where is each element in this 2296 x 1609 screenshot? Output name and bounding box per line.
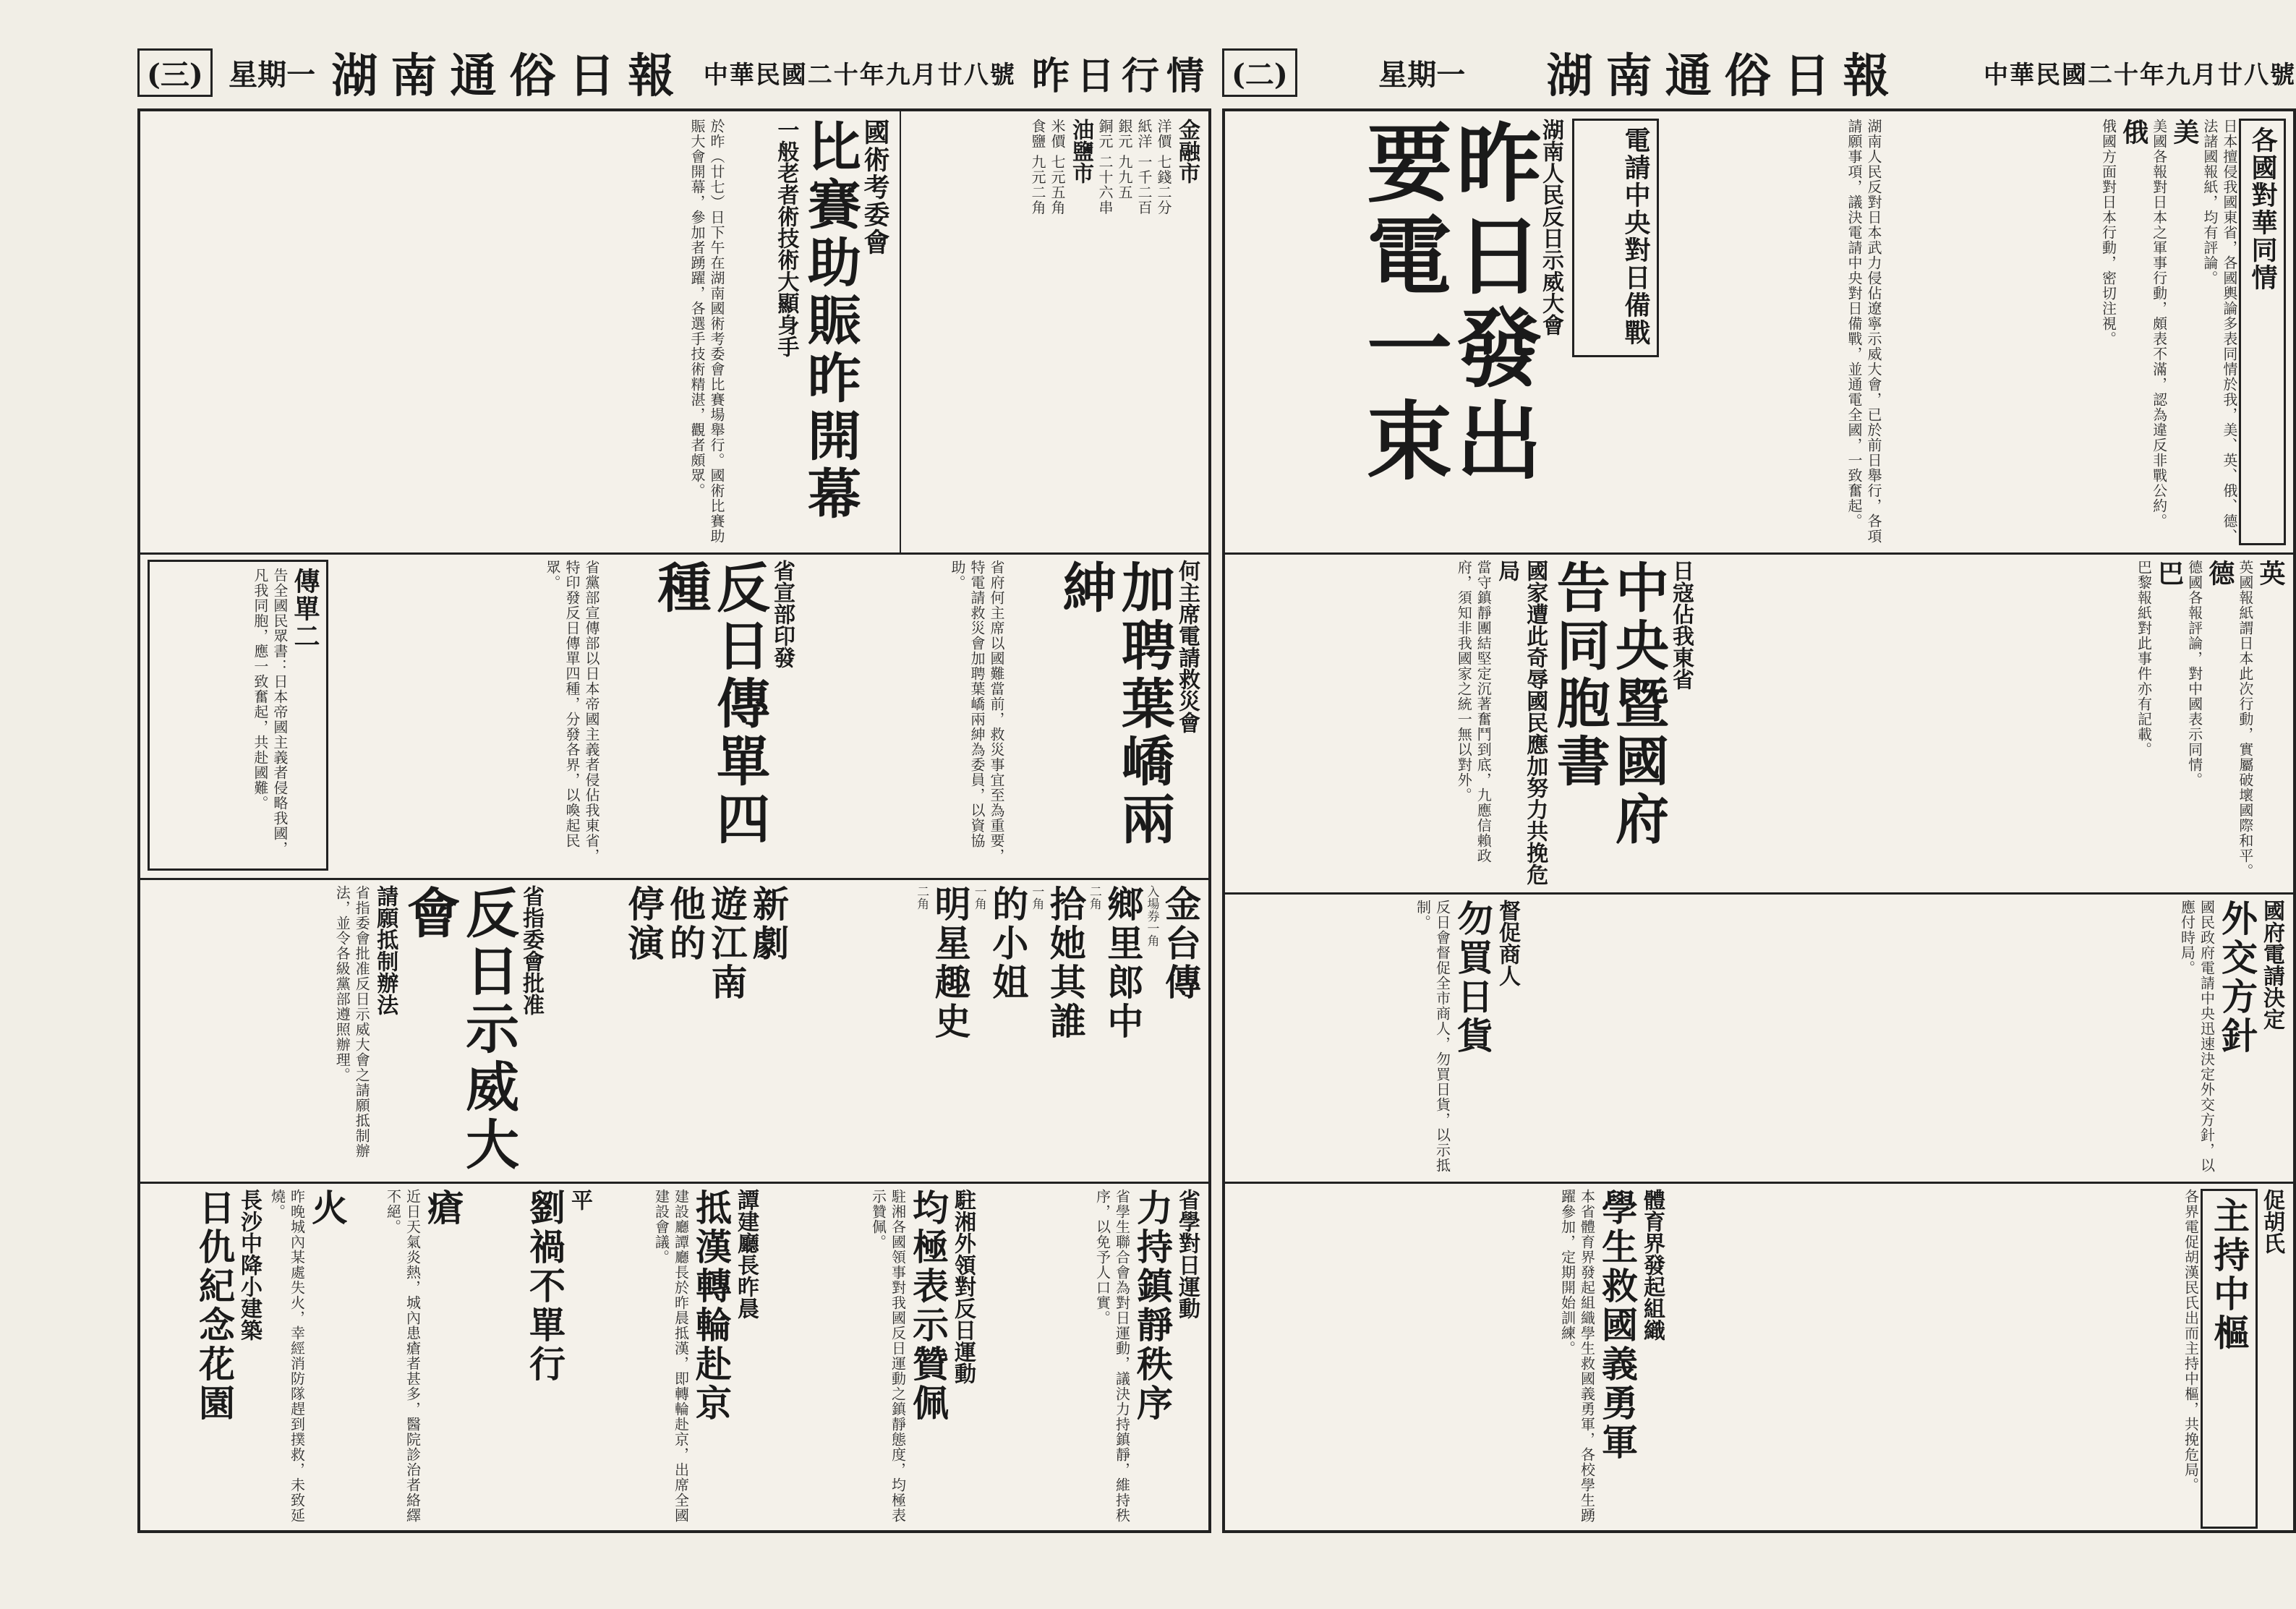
theater-item: 遊江南 (705, 885, 748, 1002)
article-body: 於昨（廿七）日下午在湖南國術考委會比賽場舉行。國術比賽助賑大會開幕，參加者踴躍，各選手技術精湛，觀者頗眾。 (688, 119, 725, 544)
issue-date: 中華民國二十年九月廿八號 (703, 60, 1016, 90)
article-headline: 劉禍不單行 (524, 1189, 566, 1384)
article-ducu (1232, 900, 1522, 1174)
article-subhead: 國家遭此奇辱國民應加努力共挽危局 (1494, 560, 1548, 885)
market-row: 銅元 二十六串 (1096, 119, 1114, 215)
market-row: 米價 七元五角 (1049, 119, 1066, 215)
article-headline: 反日傳單四種 (649, 560, 770, 849)
page-number: (二) (1222, 48, 1297, 97)
article-body: 省黨部宣傳部以日本帝國主義者侵佔我東省，特印發反日傳單四種，分發各界，以喚起民眾。 (544, 560, 600, 863)
article-body: 省府何主席以國難當前，救災事宜至為重要，特電請救災會加聘葉嶠兩紳為委員，以資協助。 (949, 560, 1005, 863)
theater-price: 二角 (1086, 885, 1101, 910)
article-body: 巴黎報紙對此事件亦有記載。 (2135, 560, 2153, 757)
article-rishou (148, 1189, 263, 1529)
theater-price: 一角 (1029, 885, 1044, 910)
article-body: 美國各報對日本之軍事行動，頗表不滿，認為違反非戰公約。 (2150, 119, 2168, 529)
article-liuhuo (471, 1189, 594, 1529)
article-dikang (601, 1189, 760, 1529)
article-headline: 抵漢轉輪赴京 (690, 1189, 733, 1423)
article-subhead: 請願抵制辦法 (372, 885, 398, 1015)
article-fan-ri-chuandan (608, 560, 796, 871)
article-headline: 力持鎮靜秩序 (1131, 1189, 1174, 1423)
article-headline: 瘡 (422, 1189, 464, 1228)
article-tonggao (1232, 560, 1695, 885)
article-headline: 加聘葉嶠兩紳 (1054, 560, 1175, 849)
issue-date: 中華民國二十年九月廿八號 (1983, 60, 2296, 90)
article-kicker: 長沙中降小建築 (236, 1189, 262, 1341)
article-body: 日本擅侵我國東省，各國輿論多表同情於我，美、英、俄、德、法諸國報紙，均有評論。 (2201, 119, 2238, 544)
article-geguo (1910, 119, 2286, 545)
article-headline: 學生救國義勇軍 (1596, 1189, 1639, 1462)
section-divider (1225, 1182, 2293, 1184)
article-kicker: 省宣部印發 (769, 560, 795, 668)
theater-price: 入場券一角 (1144, 885, 1159, 947)
article-kicker: 何主席電請救災會 (1174, 560, 1200, 733)
theater-item: 停演 (622, 885, 665, 963)
article-kicker: 平 (567, 1189, 592, 1211)
country-label: 美 (2169, 119, 2200, 146)
article-body: 當守鎮靜團結堅定沉著奮鬥到底，九應信賴政府，須知非我國家之統一無以對外。 (1455, 560, 1493, 863)
page-number: (三) (137, 48, 213, 97)
article-headline: 日仇紀念花園 (193, 1189, 236, 1423)
newspaper-page-right (1222, 108, 2296, 1533)
article-headline: 外交方針 (2216, 900, 2258, 1056)
article-body: 本省體育界發起組織學生救國義勇軍，各校學生踴躍參加，定期開始訓練。 (1558, 1189, 1596, 1523)
article-body: 近日天氣炎熱，城內患瘡者甚多，醫院診治者絡繹不絕。 (384, 1189, 422, 1523)
masthead-right (1222, 43, 2296, 101)
market-row: 食鹽 九元二角 (1029, 119, 1046, 215)
section-divider (140, 1182, 1208, 1184)
theater-item: 鄉里郎中 (1101, 885, 1145, 1041)
article-label: 各國對華同情 (2239, 119, 2286, 545)
section-divider (1225, 892, 2293, 895)
article-fan-ri-dahui (148, 885, 545, 1174)
theater-listings-2 (572, 885, 789, 1174)
country-label: 英 (2256, 560, 2286, 587)
article-body: 省指委會批准反日示威大會之請願抵制辦法，並令各級黨部遵照辦理。 (333, 885, 371, 1158)
article-headline: 火 (306, 1189, 349, 1228)
theater-listings (796, 885, 1201, 1174)
article-kicker: 體育界發起組織 (1639, 1189, 1665, 1341)
market-finance-label: 金融市 (1174, 119, 1200, 184)
article-body: 反日會督促全市商人，勿買日貨，以示抵制。 (1414, 900, 1451, 1173)
column-divider (900, 111, 901, 552)
article-headline: 反日示威大會 (398, 885, 519, 1174)
theater-item: 他的 (664, 885, 707, 963)
lead-sub-kicker-box (1572, 119, 1659, 357)
article-headline: 勿買日貨 (1451, 900, 1494, 1056)
country-label: 俄 (2118, 119, 2149, 146)
article-chuang (355, 1189, 464, 1529)
article-leaflet (148, 560, 328, 871)
theater-item: 明星趣史 (929, 885, 972, 1041)
section-title: 昨日行情 (1031, 54, 1211, 98)
article-body: 告全國民眾書：日本帝國主義者侵略我國，凡我同胞，應一致奮起，共赴國難。 (251, 568, 289, 856)
article-headline: 傳單二 (290, 568, 320, 650)
country-label: 巴 (2154, 560, 2185, 587)
article-body: 俄國方面對日本行動，密切注視。 (2099, 119, 2117, 346)
article-body: 國民政府電請中央迅速決定外交方針，以應付時局。 (2178, 900, 2216, 1173)
country-label: 德 (2204, 560, 2235, 587)
section-divider (140, 552, 1208, 555)
article-subhead: 一般老者術技術大顯身手 (773, 119, 799, 357)
theater-item: 新劇 (747, 885, 790, 963)
article-kicker: 譚建廳長昨晨 (733, 1189, 759, 1319)
article-body: 德國各報評論，對中國表示同情。 (2185, 560, 2203, 788)
lead-story (1232, 119, 1565, 545)
article-countries (1910, 560, 2286, 885)
article-kicker: 省學對日運動 (1174, 1189, 1200, 1319)
article-shengxuefa (984, 1189, 1201, 1529)
article-kicker: 督促商人 (1495, 900, 1520, 986)
theater-item: 拾她其誰 (1044, 885, 1087, 1041)
article-headline: 中央暨國府告同胞書 (1548, 560, 1669, 849)
market-row: 紙洋 一千二百 (1135, 119, 1153, 215)
lead-headline: 昨日發出要電一束 (1352, 119, 1542, 489)
theater-item: 的小姐 (986, 885, 1030, 1002)
section-divider (1225, 552, 2293, 555)
market-oil-label: 油鹽市 (1068, 119, 1093, 184)
article-kicker: 促胡氏 (2259, 1189, 2284, 1254)
article-waijiao (2069, 900, 2286, 1174)
article-huo (268, 1189, 348, 1529)
article-guoshu (724, 119, 890, 545)
theater-price: 一角 (971, 885, 986, 910)
weekday: 星期一 (229, 57, 316, 92)
article-body: 昨晚城內某處失火，幸經消防隊趕到撲救，未致延燒。 (268, 1189, 306, 1523)
article-headline: 均極表示贊佩 (907, 1189, 949, 1423)
article-kicker: 國府電請決定 (2259, 900, 2284, 1030)
paper-name: 湖南通俗日報 (1546, 49, 1903, 103)
lead-sub-kicker: 電請中央對日備戰 (1621, 127, 1651, 346)
article-kicker: 日寇佔我東省 (1668, 560, 1694, 690)
market-row: 洋價 七錢二分 (1155, 119, 1172, 215)
newspaper-page-left (137, 108, 1211, 1533)
theater-price: 二角 (914, 885, 929, 910)
article-headline: 主持中樞 (2201, 1189, 2258, 1529)
lead-body: 湖南人民反對日本武力侵佔遼寧示威大會，已於前日舉行，各項請願事項，議決電請中央對日備戰，並通電全國，一致奮起。 (1845, 119, 1882, 544)
market-row: 銀元 九九五 (1116, 119, 1133, 200)
article-zhu-xiang (767, 1189, 977, 1529)
section-divider (140, 878, 1208, 880)
article-body: 省學生聯合會為對日運動，議決力持鎮靜，維持秩序，以免予人口實。 (1093, 1189, 1131, 1523)
article-liu-jiaye (1013, 560, 1201, 871)
masthead-left (137, 43, 1211, 101)
lead-kicker: 湖南人民反日示威大會 (1538, 119, 1563, 336)
article-body: 各界電促胡漢民氏出而主持中樞，共挽危局。 (2182, 1189, 2200, 1493)
article-headline: 比賽助賑昨開幕 (798, 119, 861, 524)
article-kicker: 駐湘外領對反日運動 (950, 1189, 976, 1384)
article-jiuguo (1232, 1189, 1666, 1529)
article-body: 英國報紙謂日本此次行動，實屬破壞國際和平。 (2236, 560, 2254, 879)
article-kicker: 省指委會批准 (518, 885, 544, 1015)
market-report (897, 119, 1201, 545)
theater-item: 金台傳 (1159, 885, 1202, 1002)
article-body: 建設廳譚廳長於昨晨抵漢，即轉輪赴京，出席全國建設會議。 (652, 1189, 690, 1523)
article-body: 駐湘各國領事對我國反日運動之鎮靜態度，均極表示贊佩。 (869, 1189, 907, 1523)
article-zhuchi (2047, 1189, 2286, 1529)
weekday: 星期一 (1378, 57, 1466, 92)
paper-name: 湖南通俗日報 (331, 49, 688, 103)
article-label: 國術考委會 (860, 119, 890, 256)
